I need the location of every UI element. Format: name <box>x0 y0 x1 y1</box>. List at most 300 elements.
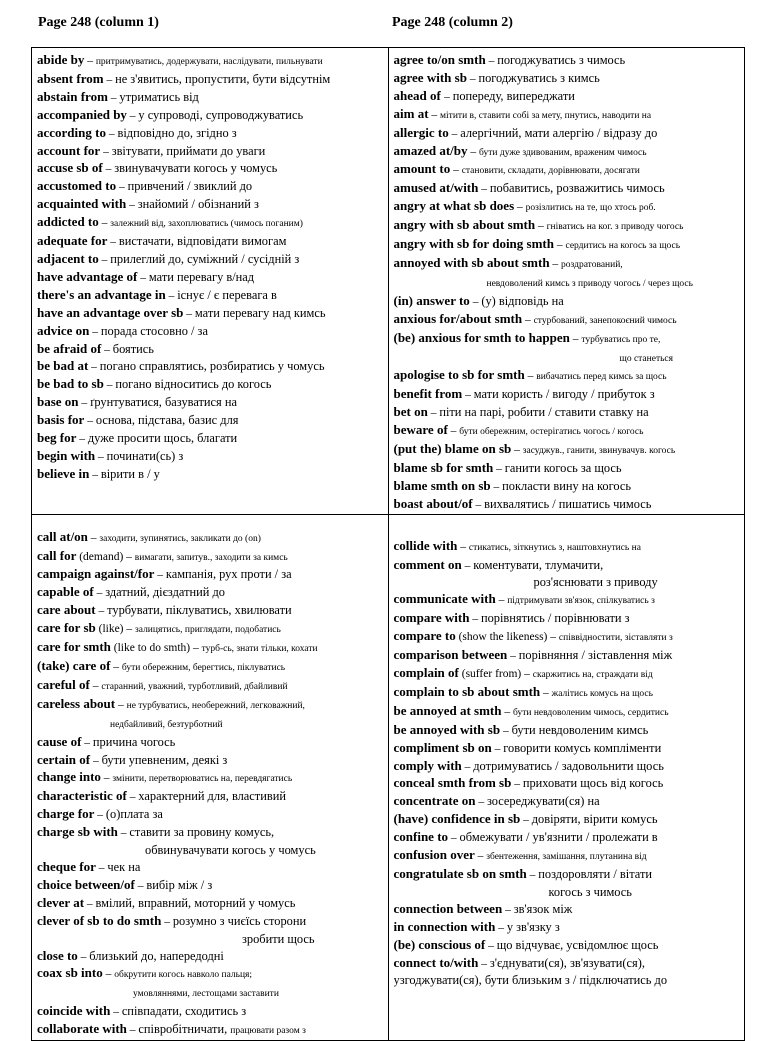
entry-translation: мати користь / вигоду / прибуток з <box>473 387 655 402</box>
entry-translation: роздратований, <box>561 259 623 270</box>
entry-phrase: campaign against/for <box>37 566 155 582</box>
entry-translation: звинувачувати когось у чомусь <box>114 161 278 176</box>
entry-list <box>32 48 388 484</box>
quadrant-bottom-right <box>388 514 745 1040</box>
entry-translation-tail: працювати разом з <box>230 1026 306 1037</box>
entry-line <box>394 703 742 722</box>
entry-translation: що відчуває, усвідомлює щось <box>496 937 659 952</box>
entry-separator: (suffer from) – <box>458 668 533 680</box>
entry-phrase: clever of sb to do smth <box>37 912 162 928</box>
entry-line <box>394 293 742 311</box>
entry-line <box>394 198 742 217</box>
entry-phrase: blame smth on sb <box>393 477 491 493</box>
entry-phrase: be annoyed at smth <box>393 702 502 718</box>
entry-separator: – <box>485 939 497 952</box>
entry-separator: – <box>448 832 460 845</box>
entry-translation: дотримуватись / задовольнити щось <box>473 758 664 773</box>
entry-separator: – <box>428 108 441 121</box>
entry-line <box>37 376 385 394</box>
entry-translation: зосереджувати(ся) на <box>486 794 600 809</box>
entry-line <box>37 752 385 770</box>
entry-line <box>394 496 742 514</box>
entry-line <box>37 107 385 125</box>
entry-line <box>394 829 742 847</box>
entry-separator: – <box>511 778 523 791</box>
entry-phrase: blame sb for smth <box>393 459 494 475</box>
entry-separator: – <box>87 531 100 544</box>
entry-separator: – <box>490 480 503 493</box>
entry-phrase: there's an advantage in <box>37 286 166 302</box>
entry-separator: (demand) – <box>76 550 135 563</box>
entry-phrase: bet on <box>393 404 428 420</box>
entry-line <box>394 811 742 829</box>
entry-line <box>37 178 385 196</box>
entry-phrase: be annoyed with sb <box>393 721 501 737</box>
entry-separator: – <box>110 661 122 673</box>
entry-translation: попереду, випереджати <box>452 88 575 103</box>
entry-phrase: call at/on <box>37 528 88 544</box>
entry-line <box>37 52 385 71</box>
entry-line <box>394 591 742 610</box>
entry-separator: – <box>103 73 116 86</box>
entry-translation: близький до, напередодні <box>89 948 224 963</box>
entry-separator: – <box>478 957 490 970</box>
entry-translation: вибачатись перед кимсь за щось <box>536 372 667 383</box>
entry-phrase: cheque for <box>37 858 96 874</box>
entry-translation: жалітись комусь на щось <box>551 688 653 699</box>
entry-phrase: abstain from <box>37 88 108 104</box>
entry-phrase: confusion over <box>393 847 475 863</box>
entry-line <box>394 901 742 919</box>
entry-separator: – <box>100 145 112 158</box>
entry-separator: – <box>450 164 462 177</box>
entry-phrase: account for <box>37 142 101 158</box>
entry-separator: – <box>466 72 479 85</box>
entry-phrase: complain of <box>393 665 459 680</box>
entry-continuation <box>37 842 385 859</box>
entry-translation: засуджув., ганити, звинувачув. когось <box>522 446 676 457</box>
entry-line <box>37 341 385 359</box>
entry-line <box>394 478 742 496</box>
entry-separator: – <box>501 705 513 718</box>
entry-line <box>37 394 385 412</box>
entry-phrase: have advantage of <box>37 268 138 284</box>
entry-phrase: begin with <box>37 447 96 463</box>
entry-phrase: basis for <box>37 412 85 428</box>
entry-separator: – <box>102 163 115 176</box>
entry-line <box>37 430 385 448</box>
entry-separator: – <box>102 968 115 981</box>
entry-separator: – <box>535 220 547 233</box>
entry-translation: бути невдоволеним кимсь <box>511 722 649 737</box>
entry-phrase: compare with <box>393 610 470 626</box>
entry-phrase: confine to <box>393 829 449 845</box>
entry-translation: вмілий, вправний, моторний у чомусь <box>95 895 296 910</box>
column-2-heading: Page 248 (column 2) <box>392 15 513 30</box>
entry-phrase: certain of <box>37 751 91 767</box>
entry-separator: – <box>126 199 138 212</box>
entry-translation: турбуватись про те, <box>581 334 661 345</box>
entry-line <box>37 696 385 715</box>
entry-separator: – <box>116 181 128 194</box>
entry-phrase: ahead of <box>393 87 445 103</box>
entry-translation: характерний для, властивий <box>138 789 286 804</box>
entry-translation: дуже просити щось, благати <box>87 431 238 446</box>
entry-phrase: compare to <box>393 628 456 644</box>
entry-line <box>37 620 385 639</box>
entry-translation: співвідностити, зіставляти з <box>558 633 673 644</box>
entry-translation: погоджуватись з кимсь <box>478 70 600 85</box>
entry-phrase: amused at/with <box>393 180 479 196</box>
entry-translation: вибір між / з <box>146 877 213 892</box>
entry-translation: піти на парі, робити / ставити ставку на <box>439 405 649 420</box>
entry-separator: – <box>98 217 111 230</box>
entry-phrase: communicate with <box>393 591 496 607</box>
entry-phrase: be afraid of <box>37 340 102 356</box>
entry-translation: утриматись від <box>119 89 199 104</box>
entry-translation: порада стосовно / за <box>100 323 208 338</box>
entry-phrase: angry with sb about smth <box>393 217 536 233</box>
entry-line <box>37 806 385 824</box>
entry-phrase: careless about <box>37 695 116 711</box>
entry-separator: – <box>427 407 440 420</box>
entry-separator: – <box>522 313 534 326</box>
entry-list <box>389 515 745 990</box>
entry-phrase: care for sb <box>37 620 96 636</box>
entry-translation: бути невдоволеним чимось, сердитись <box>513 707 669 718</box>
entry-translation: ґрунтуватися, базуватися на <box>90 395 237 410</box>
entry-separator: – <box>126 1024 139 1037</box>
entry-separator: – <box>500 724 512 737</box>
entry-separator: – <box>549 257 562 270</box>
entry-line <box>37 677 385 696</box>
entry-translation: привчений / звиклий до <box>127 179 253 194</box>
entry-line <box>394 460 742 478</box>
entry-separator: – <box>77 950 90 963</box>
entry-translation: мати перевагу над кимсь <box>194 305 326 320</box>
entry-translation: співробітничати, <box>138 1022 231 1037</box>
entry-separator: – <box>472 498 485 511</box>
entry-translation: не з'явитись, пропустити, бути відсутнім <box>115 71 331 86</box>
entry-phrase: complain to sb about smth <box>393 683 541 699</box>
entry-separator: – <box>89 468 101 481</box>
entry-separator: – <box>495 921 507 934</box>
entry-phrase: believe in <box>37 465 90 481</box>
entry-translation: бути обережним, берегтись, піклуватись <box>121 663 286 673</box>
entry-phrase: accustomed to <box>37 178 117 194</box>
entry-line <box>37 143 385 161</box>
entry-line <box>394 106 742 125</box>
entry-line <box>37 584 385 602</box>
entry-phrase: comparison between <box>393 647 508 663</box>
entry-separator: – <box>84 415 96 428</box>
entry-phrase: beware of <box>393 422 448 438</box>
entry-phrase: close to <box>37 947 78 963</box>
entry-phrase: concentrate on <box>393 793 476 809</box>
entry-translation: обкрутити когось навколо пальця; <box>114 970 253 981</box>
entry-phrase: characteristic of <box>37 788 127 804</box>
entry-line <box>37 214 385 233</box>
entry-phrase: addicted to <box>37 214 99 230</box>
entry-line <box>37 788 385 806</box>
entry-separator: – <box>117 827 130 840</box>
entry-continuation <box>394 274 742 293</box>
entry-separator: – <box>493 462 505 475</box>
entry-phrase: care about <box>37 602 96 618</box>
entry-phrase: conceal smth from sb <box>393 775 512 791</box>
entry-phrase: collaborate with <box>37 1021 127 1037</box>
entry-separator: – <box>467 145 480 158</box>
entry-line <box>394 422 742 441</box>
entry-phrase: agree with sb <box>393 69 467 85</box>
entry-translation: порівняння / зіставлення між <box>518 648 673 663</box>
entry-phrase: aim at <box>393 105 429 121</box>
entry-line <box>394 847 742 866</box>
entry-translation: заходити, зупинятись, закликати до (on) <box>99 533 261 544</box>
entry-separator: – <box>93 587 106 600</box>
entry-line <box>394 386 742 404</box>
entry-translation: роз'яснювати з приводу <box>533 575 658 590</box>
entry-translation: недбайливий, безтурботний <box>110 719 223 730</box>
entry-phrase: have an advantage over sb <box>37 304 184 320</box>
entry-translation: підтримувати зв'язок, спілкуватись з <box>507 596 655 607</box>
entry-phrase: comply with <box>393 757 462 773</box>
quadrant-bottom-left <box>32 514 389 1040</box>
entry-separator: – <box>502 903 514 916</box>
entry-line <box>37 1003 385 1021</box>
entry-line <box>37 548 385 567</box>
entry-line <box>394 441 742 460</box>
entry-translation: вихвалятись / пишатись чимось <box>484 496 652 511</box>
entry-translation: чек на <box>107 859 141 874</box>
entry-translation: турбувати, піклуватись, хвилювати <box>107 603 292 618</box>
entry-phrase: adjacent to <box>37 250 99 266</box>
entry-translation: змінити, перетворюватись на, перевдягатись <box>112 774 293 785</box>
entry-translation: звітувати, приймати до уваги <box>111 143 266 158</box>
entry-separator: – <box>107 236 119 249</box>
entry-phrase: absent from <box>37 70 104 86</box>
entry-phrase: collide with <box>393 537 458 553</box>
entry-translation: бути обережним, остерігатись чогось / когось <box>459 427 644 438</box>
entry-separator: – <box>447 425 460 438</box>
entry-line <box>37 769 385 788</box>
entry-line <box>394 255 742 274</box>
entry-continuation <box>394 972 742 989</box>
entry-translation: алергічний, мати алергію / відразу до <box>460 125 658 140</box>
entry-separator: – <box>126 791 139 804</box>
entry-translation: вистачати, відповідати вимогам <box>118 234 287 249</box>
entry-separator: – <box>78 397 91 410</box>
entry-translation: зробити щось <box>242 931 315 946</box>
entry-phrase: choice between/of <box>37 876 135 892</box>
entry-translation: починати(сь) з <box>106 448 184 463</box>
entry-separator: – <box>507 650 519 663</box>
entry-line <box>37 566 385 584</box>
entry-line <box>37 913 385 931</box>
entry-translation: ганити когось за щось <box>504 460 622 475</box>
entry-translation: співпадати, сходитись з <box>121 1004 247 1019</box>
entry-list <box>389 48 745 514</box>
entry-translation: здатний, дієздатний до <box>105 585 225 600</box>
entry-phrase: amount to <box>393 161 451 177</box>
entry-separator: – <box>474 850 487 863</box>
entry-line <box>394 367 742 386</box>
entry-phrase: apologise to sb for smth <box>393 367 525 383</box>
entry-phrase: capable of <box>37 584 94 600</box>
entry-phrase: accuse sb of <box>37 160 103 176</box>
entry-phrase: be bad to sb <box>37 376 104 392</box>
entry-translation: відповідно до, згідно з <box>117 125 237 140</box>
entry-phrase: according to <box>37 124 106 140</box>
entry-phrase: careful of <box>37 676 90 692</box>
entry-separator: (like) – <box>95 623 136 636</box>
entry-separator: – <box>89 679 102 692</box>
entry-separator: – <box>76 433 88 446</box>
entry-line <box>394 161 742 180</box>
entry-phrase: coincide with <box>37 1003 111 1019</box>
entry-phrase: (put the) blame on sb <box>393 441 512 457</box>
entry-separator: – <box>444 90 453 103</box>
entry-translation: у зв'язку з <box>506 919 560 934</box>
entry-line <box>394 311 742 330</box>
entry-separator: – <box>110 1006 122 1019</box>
entry-phrase: angry with sb for doing smth <box>393 236 554 252</box>
entry-separator: – <box>469 295 482 308</box>
entry-translation: сердитись на когось за щось <box>565 241 681 252</box>
entry-translation: розізлитись на те, що хтось роб. <box>525 203 656 214</box>
entry-separator: – <box>161 915 173 928</box>
entry-separator: – <box>84 897 96 910</box>
entry-line <box>394 610 742 628</box>
entry-translation: знайомий / обізнаний з <box>137 197 259 212</box>
entry-translation: когось з чимось <box>548 884 632 899</box>
entry-separator: – <box>115 698 127 711</box>
entry-translation: існує / є перевага в <box>177 287 277 302</box>
entry-separator: – <box>475 796 487 809</box>
entry-translation: ставити за провину комусь, <box>129 825 275 840</box>
entry-separator: – <box>101 343 113 356</box>
entry-translation: (у) відповідь на <box>481 293 564 308</box>
entry-phrase: charge sb with <box>37 824 118 840</box>
entry-phrase: compliment sb on <box>393 739 492 755</box>
entry-line <box>394 758 742 776</box>
entry-line <box>37 196 385 214</box>
entry-phrase: base on <box>37 394 79 410</box>
entry-line <box>37 877 385 895</box>
entry-continuation <box>394 884 742 901</box>
entry-translation: вимагати, запитув., заходити за кимсь <box>134 552 288 563</box>
entry-line <box>37 448 385 466</box>
entry-translation: приховати щось від когось <box>522 776 664 791</box>
entry-separator: – <box>553 239 566 252</box>
entry-line <box>37 895 385 913</box>
entry-translation: гніватись на ког. з приводу чогось <box>546 222 684 233</box>
entry-separator: – <box>89 325 101 338</box>
entry-translation: покласти вину на когось <box>502 478 631 493</box>
entry-line <box>394 628 742 647</box>
entry-continuation <box>37 715 385 734</box>
entry-line <box>37 358 385 376</box>
entry-line <box>37 658 385 677</box>
entry-line <box>394 180 742 198</box>
entry-phrase: be bad at <box>37 358 89 374</box>
quadrant-top-right <box>388 48 745 515</box>
entry-phrase: (have) confidence in sb <box>393 811 521 827</box>
entry-line <box>37 948 385 966</box>
entry-line <box>37 71 385 89</box>
entry-separator: – <box>126 109 139 122</box>
entry-line <box>394 665 742 684</box>
entry-line <box>37 287 385 305</box>
entry-translation: обмежувати / ув'язнити / пролежати в <box>459 830 658 845</box>
entry-translation: збентеження, замішання, плутанина від <box>486 852 647 863</box>
entry-phrase: allergic to <box>393 124 449 140</box>
entry-line <box>37 323 385 341</box>
entry-phrase: benefit from <box>393 386 463 402</box>
entry-line <box>37 412 385 430</box>
entry-line <box>37 233 385 251</box>
entry-translation: узгоджувати(ся), бути близьким з / підключатись до <box>393 973 668 988</box>
entry-translation: бути упевненим, деякі з <box>101 752 228 767</box>
entry-line <box>394 557 742 575</box>
entry-line <box>394 538 742 557</box>
entry-line <box>37 251 385 269</box>
entry-phrase: clever at <box>37 894 85 910</box>
entry-line <box>394 684 742 703</box>
entry-phrase: anxious for/about smth <box>393 310 523 326</box>
entry-line <box>37 269 385 287</box>
entry-continuation <box>37 984 385 1003</box>
entry-separator: – <box>511 444 523 457</box>
entry-line <box>394 88 742 106</box>
entry-translation: погано справлятись, розбиратись у чомусь <box>99 359 325 374</box>
entry-phrase: coax sb into <box>37 965 103 981</box>
entry-separator: – <box>103 379 116 392</box>
entry-translation: (о)плата за <box>105 807 163 822</box>
entry-separator: – <box>478 183 490 196</box>
entry-separator: – <box>154 569 166 582</box>
entry-separator: – <box>84 55 96 67</box>
entry-translation: турб-сь, знати тільки, кохати <box>201 644 318 655</box>
column-1-heading: Page 248 (column 1) <box>38 15 159 30</box>
entry-separator: – <box>462 389 474 402</box>
entry-translation: говорити комусь компліменти <box>503 740 662 755</box>
entry-phrase: change into <box>37 769 101 785</box>
entry-line <box>394 52 742 70</box>
entry-phrase: (be) conscious of <box>393 936 486 952</box>
quadrant-top-left <box>32 48 389 515</box>
entry-separator: – <box>90 754 102 767</box>
entry-translation: прилеглий до, суміжний / сусідній з <box>110 251 300 266</box>
entry-line <box>37 125 385 143</box>
entry-translation: бути дуже здивованим, враженим чимось <box>479 147 647 158</box>
entry-phrase: comment on <box>393 556 462 572</box>
entry-line <box>37 859 385 877</box>
entry-translation: розумно з чиєїсь сторони <box>172 913 307 928</box>
entry-phrase: call for <box>37 547 77 563</box>
entry-separator: – <box>448 127 461 140</box>
entry-separator: – <box>469 613 481 626</box>
entry-translation: поздоровляти / вітати <box>538 866 652 881</box>
entry-separator: – <box>514 201 526 214</box>
entry-translation: стикатись, зіткнутись з, наштовхнутись на <box>468 542 641 553</box>
entry-separator: – <box>457 540 469 553</box>
entry-separator: – <box>520 814 532 827</box>
entry-phrase: angry at what sb does <box>393 198 515 214</box>
entry-phrase: connection between <box>393 900 503 916</box>
entry-phrase: accompanied by <box>37 106 127 122</box>
entry-separator: – <box>540 686 552 699</box>
